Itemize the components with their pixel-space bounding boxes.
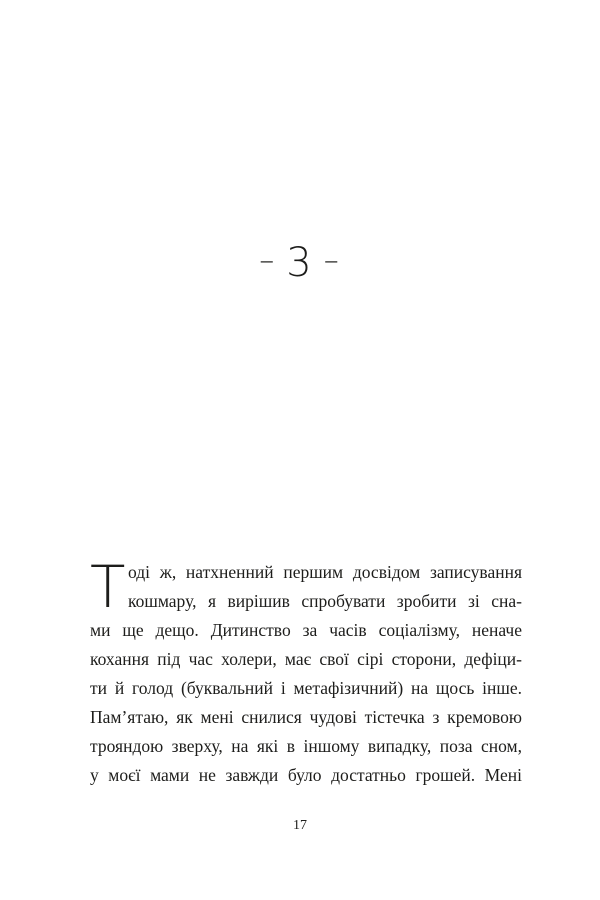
chapter-heading xyxy=(0,236,600,288)
text-line: ти й голод (буквальний і метафізичний) на щось інше. xyxy=(90,678,522,698)
text-line: кошмару, я вирішив спробувати зробити зі сна- xyxy=(128,591,522,611)
text-line: ми ще дещо. Дитинство за часів соціалізму, неначе xyxy=(90,620,522,640)
text-line: у моєї мами не завжди було достатньо грошей. Мені xyxy=(90,765,522,785)
chapter-number: 3 xyxy=(286,240,314,286)
text-line: Пам’ятаю, як мені снилися чудові тістечка з кремовою xyxy=(90,707,522,727)
page-number: 17 xyxy=(293,818,307,833)
text-line: оді ж, натхненний першим досвідом записування xyxy=(128,562,522,582)
text-line: кохання під час холери, має свої сірі сторони, дефіци- xyxy=(90,649,522,669)
drop-cap: Т xyxy=(90,553,126,621)
chapter-dash-left: – xyxy=(259,243,277,278)
body-text xyxy=(90,553,522,790)
text-line: трояндою зверху, на які в іншому випадку, поза сном, xyxy=(90,736,522,756)
chapter-dash-right: – xyxy=(323,243,341,278)
